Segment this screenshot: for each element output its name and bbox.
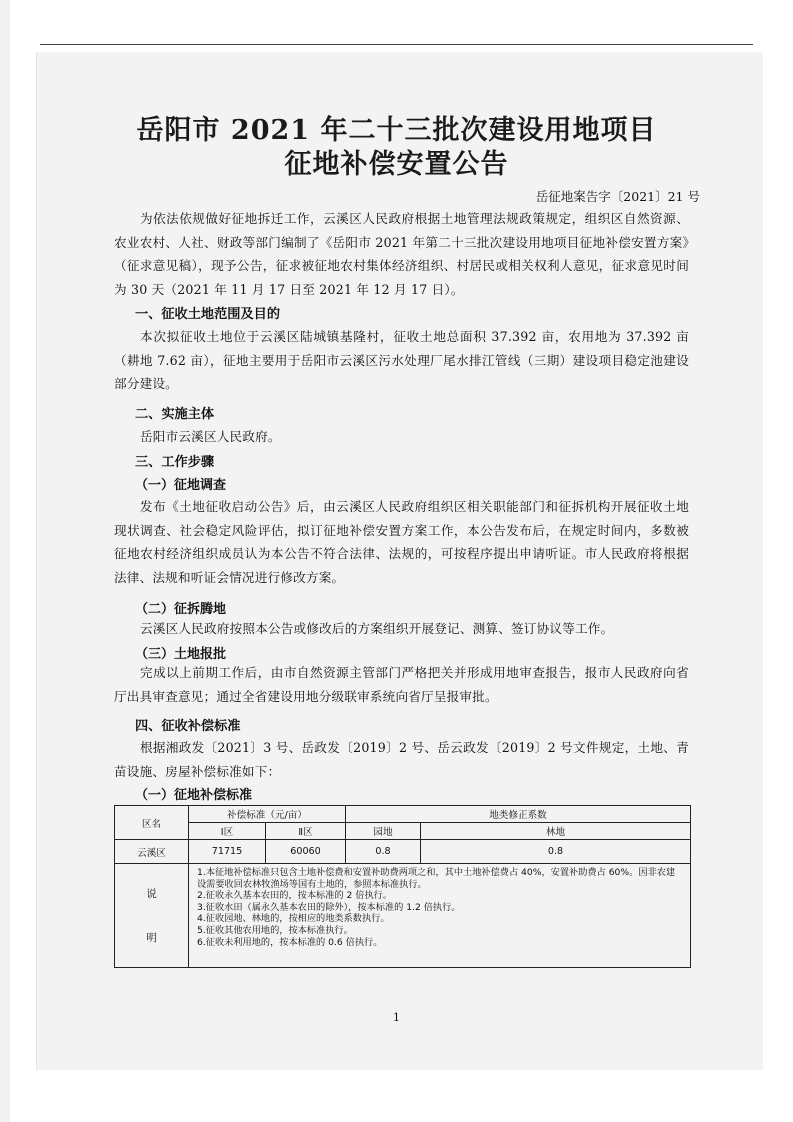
header-forest: 林地 xyxy=(421,823,691,840)
note-item: 5.征收其他农用地的，按本标准执行。 xyxy=(197,924,353,936)
subsection-2-heading: （二）征拆腾地 xyxy=(135,602,227,617)
title-line-1: 岳阳市 2021 年二十三批次建设用地项目 xyxy=(136,115,657,146)
header-zone-2: Ⅱ区 xyxy=(266,823,346,840)
page-number: 1 xyxy=(393,1011,400,1024)
subsection-1-heading: （一）征地调查 xyxy=(135,478,227,493)
section-1-heading: 一、征收土地范围及目的 xyxy=(135,307,281,322)
document-number: 岳征地案告字〔2021〕21 号 xyxy=(535,189,700,204)
subsection-3-body: 完成以上前期工作后，由市自然资源主管部门严格把关并形成用地审查报告，报市人民政府向省厅出具审查意见；通过全省建设用地分级联审系统向省厅呈报审批。 xyxy=(114,665,689,704)
subsection-1-body: 发布《土地征收启动公告》后，由云溪区人民政府组织区相关职能部门和征拆机构开展征收土地现状调查、社会稳定风险评估，拟订征地补偿安置方案工作，本公告发布后，在规定时间内，多数被征地农村经济组织成员认为本公告不符合法律、法规的，可按程序提出申请听证。市人民政府将根据法律、法规和听证会情况进行修改方案。 xyxy=(114,499,689,585)
note-item: 6.征收未利用地的，按本标准的 0.6 倍执行。 xyxy=(197,936,383,948)
section-3-heading: 三、工作步骤 xyxy=(135,455,215,470)
section-4-body: 根据湘政发〔2021〕3 号、岳政发〔2019〕2 号、岳云政发〔2019〕2 号文件规定，土地、青苗设施、房屋补偿标准如下： xyxy=(114,740,689,779)
section-1-body: 本次拟征收土地位于云溪区陆城镇基隆村，征收土地总面积 37.392 亩，农用地为 37.392 亩（耕地 7.62 亩），征地主要用于岳阳市云溪区污水处理厂尾水排江管线（三期）建设项目稳定池建设部分建设。 xyxy=(114,329,689,392)
cell-zone-2: 60060 xyxy=(266,840,346,864)
compensation-table xyxy=(114,805,691,968)
subsection-4-heading: （一）征地补偿标准 xyxy=(135,788,253,803)
header-coefficient: 地类修正系数 xyxy=(346,806,691,823)
notes-cell xyxy=(189,864,691,968)
subsection-2-body: 云溪区人民政府按照本公告或修改后的方案组织开展登记、测算、签订协议等工作。 xyxy=(140,621,614,636)
cell-garden: 0.8 xyxy=(346,840,421,864)
header-zone-1: Ⅰ区 xyxy=(189,823,266,840)
title-line-2: 征地补偿安置公告 xyxy=(284,149,509,180)
note-item: 1.本征地补偿标准只包含土地补偿费和安置补助费两项之和，其中土地补偿费占 40%，安置补助费占 60%。因非农建设需要收回农林牧渔场等国有土地的，参照本标准执行。 xyxy=(197,867,676,890)
notes-label-bottom: 明 xyxy=(146,931,157,944)
header-district: 区名 xyxy=(115,806,189,840)
header-standard: 补偿标准（元/亩） xyxy=(189,806,346,823)
top-rule xyxy=(40,44,753,45)
subsection-3-heading: （三）土地报批 xyxy=(135,647,227,662)
cell-district: 云溪区 xyxy=(115,840,189,864)
section-4-heading: 四、征收补偿标准 xyxy=(135,719,241,734)
notes-label xyxy=(115,864,189,968)
header-garden: 园地 xyxy=(346,823,421,840)
cell-forest: 0.8 xyxy=(421,840,691,864)
cell-zone-1: 71715 xyxy=(189,840,266,864)
note-item: 2.征收永久基本农田的，按本标准的 2 倍执行。 xyxy=(197,890,393,902)
section-2-heading: 二、实施主体 xyxy=(135,407,215,422)
intro-paragraph: 为依法依规做好征地拆迁工作，云溪区人民政府根据土地管理法规政策规定，组织区自然资源、农业农村、人社、财政等部门编制了《岳阳市 2021 年第二十三批次建设用地项目征地补偿安置方案》（征求意见稿），现予公告，征求被征地农村集体经济组织、村居民或相关权利人意见，征求意见时间为 30 天（2021 年 11 月 17 日至 2021 年 12 月 17 日）。 xyxy=(114,211,689,297)
note-item: 4.征收园地、林地的，按相应的地类系数执行。 xyxy=(197,913,390,925)
note-item: 3.征收水田（属永久基本农田的除外），按本标准的 1.2 倍执行。 xyxy=(197,901,461,913)
notes-label-top: 说 xyxy=(146,887,157,900)
section-2-body: 岳阳市云溪区人民政府。 xyxy=(140,429,281,444)
